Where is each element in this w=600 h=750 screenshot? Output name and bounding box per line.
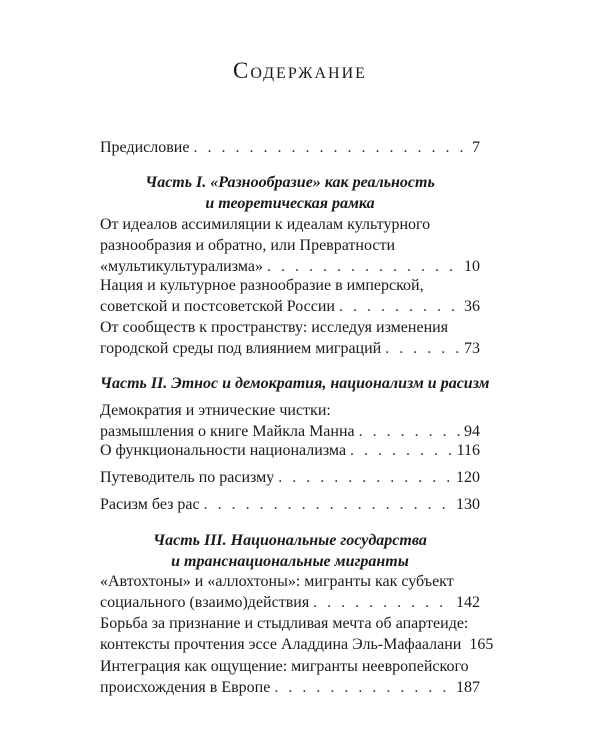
toc-page-number: 187 — [456, 679, 480, 696]
toc-page-number: 73 — [464, 340, 480, 357]
part-title-line: Часть III. Национальные государства — [153, 532, 427, 549]
toc-entry-racism-without-races[interactable] — [100, 494, 480, 515]
toc-entry-title: советской и постсоветской России — [100, 298, 335, 315]
toc-entry-title: Расизм без рас — [100, 496, 200, 513]
part-title-line: и теоретическая рамка — [205, 195, 375, 212]
toc-entry-title: городской среды под влиянием миграций — [100, 340, 382, 357]
toc-entry-title: Предисловие — [100, 139, 190, 156]
dot-leader — [313, 592, 452, 613]
dot-leader — [350, 440, 453, 461]
toc-entry-title: «Автохтоны» и «аллохтоны»: мигранты как субъект — [100, 573, 454, 590]
toc-entry-assimilation[interactable] — [100, 214, 480, 277]
toc-entry-title: От сообществ к пространству: исследуя изменения — [100, 319, 449, 336]
toc-entry-title: Интеграция как ощущение: мигранты неевропейского — [100, 658, 469, 675]
part-title-line: Часть II. Этнос и демократия, национализм и расизм — [100, 375, 490, 392]
dot-leader — [359, 421, 460, 442]
toc-entry-nation-russia[interactable] — [100, 275, 480, 317]
dot-leader — [339, 296, 460, 317]
toc-page-number: 10 — [464, 258, 480, 275]
dot-leader — [274, 677, 452, 698]
toc-entry-racism-guide[interactable] — [100, 467, 480, 488]
toc-part-heading-2 — [100, 373, 490, 394]
dot-leader — [193, 137, 468, 158]
toc-entry-title: Нация и культурное разнообразие в имперской, — [100, 277, 424, 294]
dot-leader — [385, 338, 460, 359]
toc-page-number: 165 — [469, 636, 494, 653]
toc-entry-title: Борьба за признание и стыдливая мечта об апартеиде: — [100, 615, 469, 632]
toc-entry-title: «мультикультурализма» — [100, 258, 263, 275]
toc-entry-title: контексты прочтения эссе Аладдина Эль-Мафаалани — [100, 636, 462, 653]
dot-leader — [267, 256, 460, 277]
page-title: Содержание — [233, 58, 367, 83]
toc-entry-title: О функциональности национализма — [100, 442, 347, 459]
toc-page-number: 142 — [456, 594, 480, 611]
part-title-line: и транснациональные мигранты — [171, 553, 409, 570]
toc-page-number: 36 — [464, 298, 480, 315]
toc-part-heading-3 — [100, 530, 480, 572]
toc-page-number: 116 — [456, 442, 480, 459]
toc-entry-autochthons[interactable] — [100, 571, 480, 613]
toc-entry-title: происхождения в Европе — [100, 679, 271, 696]
dot-leader — [278, 467, 452, 488]
toc-entry-democracy-cleansing[interactable] — [100, 400, 480, 442]
toc-page-number: 130 — [456, 496, 480, 513]
toc-entry-nationalism-function[interactable] — [100, 440, 480, 461]
toc-entry-integration[interactable] — [100, 656, 480, 698]
toc-page-number: 94 — [464, 423, 480, 440]
toc-page-number: 120 — [456, 469, 480, 486]
toc-entry-title: От идеалов ассимиляции к идеалам культурного — [100, 216, 431, 233]
toc-entry-title: размышления о книге Майкла Манна — [100, 423, 355, 440]
toc-entry-apartheid[interactable] — [100, 613, 494, 655]
part-title-line: Часть I. «Разнообразие» как реальность — [145, 174, 435, 191]
toc-entry-title: Путеводитель по расизму — [100, 469, 275, 486]
toc-entry-preface[interactable] — [100, 137, 480, 158]
toc-part-heading-1 — [100, 172, 480, 214]
dot-leader — [204, 494, 452, 515]
toc-entry-title: социального (взаимо)действия — [100, 594, 310, 611]
toc-page-number: 7 — [472, 139, 480, 156]
toc-entry-title: разнообразия и обратно, или Превратности — [100, 237, 396, 254]
toc-entry-title: Демократия и этнические чистки: — [100, 402, 331, 419]
toc-entry-communities-space[interactable] — [100, 317, 480, 359]
